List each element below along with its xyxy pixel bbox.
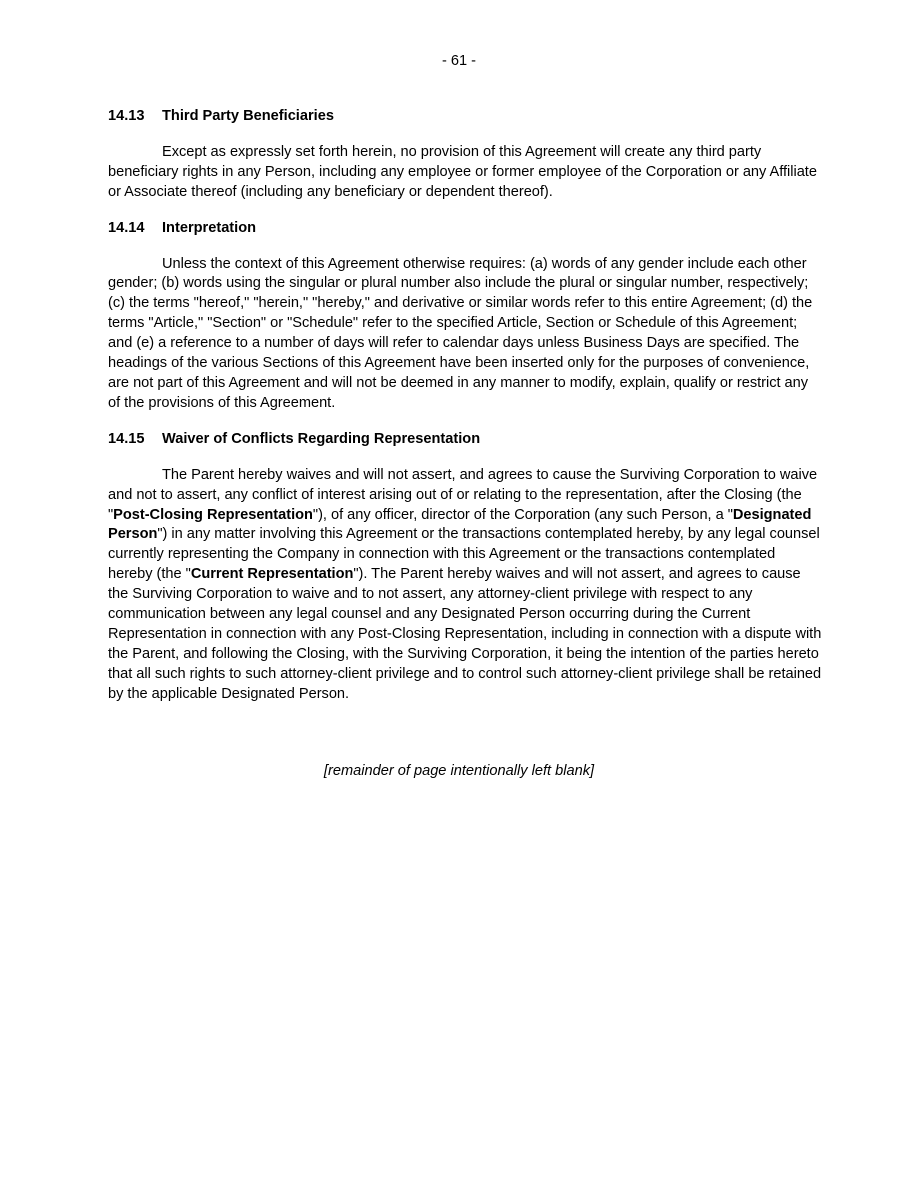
- paragraph-text: "), of any officer, director of the Corporation (any such Person, a ": [312, 506, 733, 523]
- section-14-13: [108, 107, 823, 203]
- section-paragraph: [108, 466, 823, 705]
- section-title: Third Party Beneficiaries: [162, 108, 334, 124]
- section-heading: [108, 219, 823, 239]
- section-number: 14.15: [108, 430, 145, 447]
- defined-term-designated-person: Designated Person: [108, 506, 812, 543]
- section-14-15: [108, 430, 823, 705]
- paragraph-text: The Parent hereby waives and will not assert, and agrees to cause the Surviving Corporation to waive and not to assert, any conflict of interest arising out of or relating to the representation, after the Closing (the ": [108, 466, 818, 523]
- page-number: - 61 -: [441, 53, 477, 69]
- remainder-blank-note: [remainder of page intentionally left blank]: [323, 763, 595, 779]
- section-14-14: [108, 219, 823, 414]
- paragraph-text: "). The Parent hereby waives and will not assert, and agrees to cause the Surviving Corporation to waive and to not assert, any attorney-client privilege with respect to any communication between any legal counsel and any Designated Person occurring during the Current Representation in connection with any Post-Closing Representation, including in connection with a dispute with the Parent, and following the Closing, with the Surviving Corporation, it being the intention of the parties hereto that all such rights to such attorney-client privilege and to control such attorney-client privilege shall be retained by the applicable Designated Person.: [108, 566, 822, 702]
- section-paragraph: Unless the context of this Agreement otherwise requires: (a) words of any gender include each other gender; (b) words using the singular or plural number also include the plural or singular number, respectively; (c) the terms "hereof," "herein," "hereby," and derivative or similar words refer to this entire Agreement; (d) the terms "Article," "Section" or "Schedule" refer to the specified Article, Section or Schedule of this Agreement; and (e) a reference to a number of days will refer to calendar days unless Business Days are specified. The headings of the various Sections of this Agreement have been inserted only for the purposes of convenience, are not part of this Agreement and will not be deemed in any manner to modify, explain, qualify or restrict any of the provisions of this Agreement.: [108, 255, 813, 411]
- section-title: Interpretation: [162, 219, 257, 236]
- section-title: Waiver of Conflicts Regarding Representation: [162, 430, 481, 447]
- section-number: 14.13: [108, 108, 145, 124]
- document-body: [108, 107, 823, 721]
- defined-term-current-representation: Current Representation: [190, 566, 354, 583]
- paragraph-text: ") in any matter involving this Agreement or the transactions contemplated hereby, by any legal counsel currently representing the Company in connection with this Agreement or the transactions contemplated hereby (the ": [108, 526, 820, 583]
- section-number: 14.14: [108, 219, 145, 236]
- section-heading: [108, 107, 823, 127]
- section-heading: [108, 430, 823, 450]
- section-paragraph: Except as expressly set forth herein, no provision of this Agreement will create any third party beneficiary rights in any Person, including any employee or former employee of the Corporation or any Affiliate or Associate thereof (including any beneficiary or dependent thereof).: [108, 143, 817, 200]
- defined-term-post-closing-representation: Post-Closing Representation: [113, 506, 313, 523]
